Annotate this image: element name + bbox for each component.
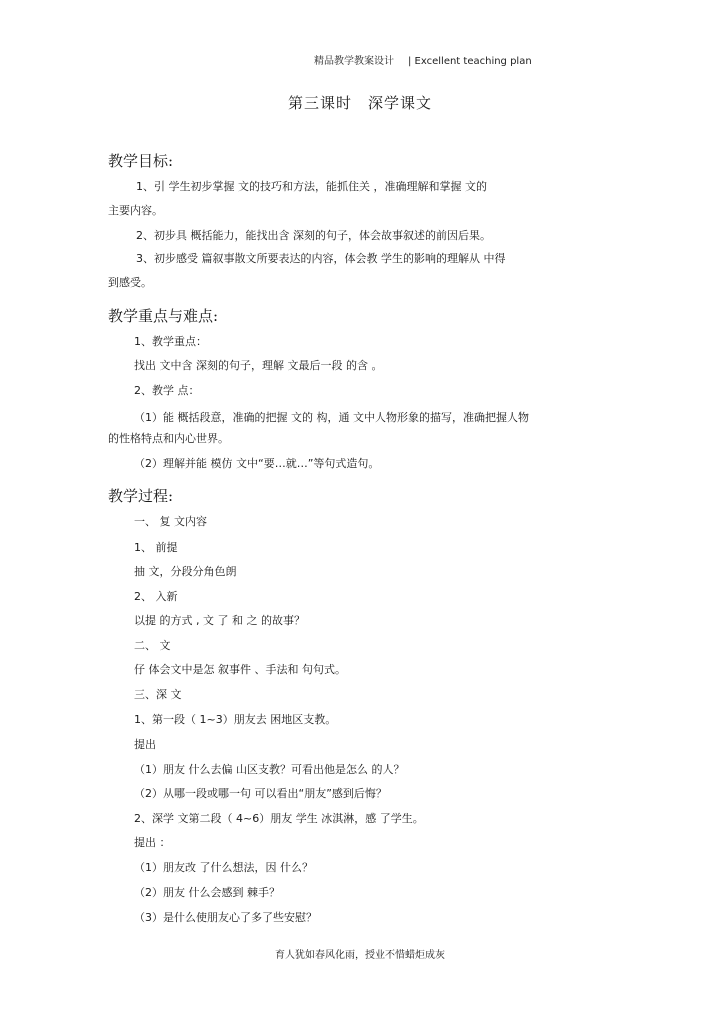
keypoints-line: （2）理解并能 模仿 文中“要…就…”等句式造句。 [134, 457, 380, 470]
process-line: 2、 入新 [134, 590, 178, 603]
goals-line: 3、初步感受 篇叙事散文所要表达的内容，体会教 学生的影响的理解从 中得 [136, 252, 506, 265]
goals-line: 2、初步具 概括能力，能找出含 深刻的句子，体会故事叙述的前因后果。 [136, 229, 491, 242]
document-title [0, 92, 720, 113]
header-en: | Excellent teaching plan [408, 56, 532, 67]
page-footer: 育人犹如春风化雨，授业不惜蜡炬成灰 [275, 950, 445, 961]
keypoints-line: 的性格特点和内心世界。 [108, 432, 229, 445]
process-line: 仔 体会文中是怎 叙事件 、手法和 句句式。 [134, 663, 346, 676]
title-part1: 第三课时 [287, 94, 352, 112]
process-line: 一、 复 文内容 [134, 515, 207, 528]
process-line: 以提 的方式 , 文 了 和 之 的故事？ [134, 614, 305, 627]
process-line: 2、深学 文第二段（ 4~6）朋友 学生 冰淇淋，感 了学生。 [134, 812, 424, 825]
process-line: 三、深 文 [134, 688, 182, 701]
process-line: 抽 文，分段分角色朗 [134, 565, 237, 578]
header-cn: 精品教学教案设计 [314, 56, 394, 67]
page-header [314, 52, 532, 67]
process-line: （3）是什么使朋友心了多了些安慰？ [134, 911, 317, 924]
keypoints-line: 2、教学 点： [134, 384, 200, 397]
keypoints-line: 1、教学重点： [134, 335, 207, 348]
process-line: 1、第一段（ 1~3）朋友去 困地区支教。 [134, 713, 337, 726]
process-line: 提出 ： [134, 836, 171, 849]
process-line: （1）朋友改 了什么想法，因 什么？ [134, 861, 313, 874]
goals-line: 到感受。 [108, 276, 152, 289]
process-line: 1、 前提 [134, 541, 178, 554]
section-heading-keypoints: 教学重点与难点: [108, 307, 219, 325]
section-heading-process: 教学过程: [108, 487, 174, 505]
process-line: 提出 [134, 738, 156, 751]
section-heading-goals: 教学目标: [108, 152, 174, 170]
process-line: （2）朋友 什么会感到 棘手？ [134, 886, 280, 899]
goals-line: 1、引 学生初步掌握 文的技巧和方法，能抓住关 ，准确理解和掌握 文的 [136, 180, 487, 193]
process-line: 二、 文 [134, 639, 171, 652]
goals-line: 主要内容。 [108, 204, 163, 217]
process-line: （2）从哪一段或哪一句 可以看出“朋友”感到后悔？ [134, 787, 387, 800]
process-line: （1）朋友 什么去偏 山区支教？可看出他是怎么 的人？ [134, 763, 405, 776]
keypoints-line: （1）能 概括段意，准确的把握 文的 构，通 文中人物形象的描写，准确把握人物 [134, 411, 529, 424]
title-part2: 深学课文 [368, 94, 433, 112]
keypoints-line: 找出 文中含 深刻的句子，理解 文最后一段 的含 。 [134, 359, 383, 372]
